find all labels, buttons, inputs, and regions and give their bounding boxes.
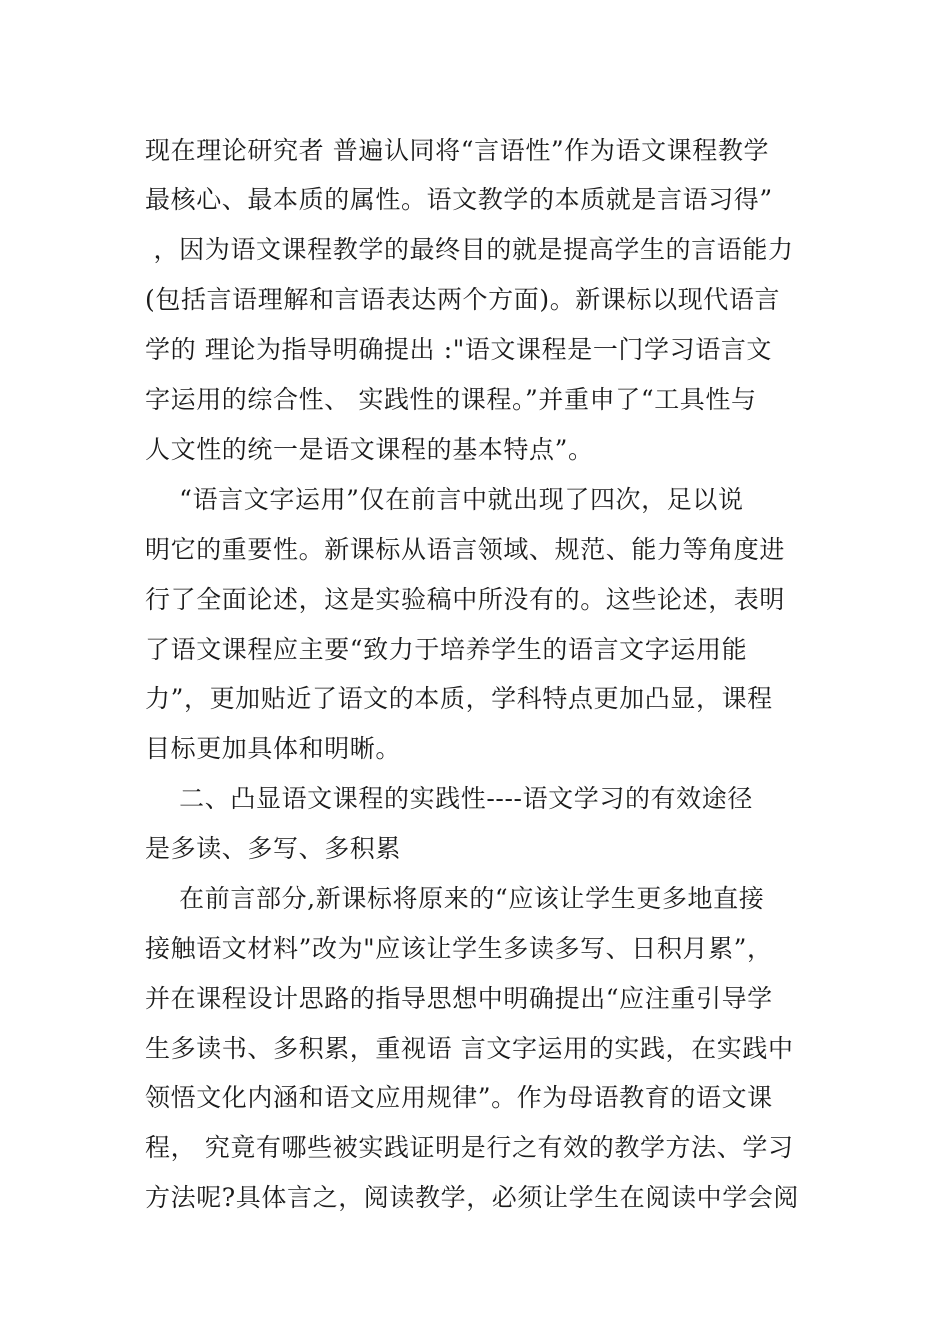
text-line: 程， 究竟有哪些被实践证明是行之有效的教学方法、学习 — [145, 1133, 794, 1162]
text-line: 生多读书、多积累，重视语 言文字运用的实践，在实践中 — [145, 1034, 794, 1063]
text-line: “语言文字运用”仅在前言中就出现了四次，足以说 — [145, 485, 744, 514]
text-line: 并在课程设计思路的指导思想中明确提出“应注重引导学 — [145, 984, 773, 1013]
text-line: 了语文课程应主要“致力于培养学生的语言文字运用能 — [145, 635, 748, 664]
text-line: 目标更加具体和明晰。 — [145, 734, 402, 763]
text-line: 是多读、多写、多积累 — [145, 834, 402, 863]
text-line: ，因为语文课程教学的最终目的就是提高学生的言语能力 — [145, 235, 794, 264]
text-line: 二、凸显语文课程的实践性----语文学习的有效途径 — [145, 784, 753, 813]
text-line: 学的 理论为指导明确提出 :"语文课程是一门学习语言文 — [145, 335, 773, 364]
text-line: 最核心、最本质的属性。语文教学的本质就是言语习得” — [145, 185, 773, 214]
text-line: 领悟文化内涵和语文应用规律”。作为母语教育的语文课 — [145, 1083, 773, 1112]
text-line: 在前言部分,新课标将原来的“应该让学生更多地直接 — [145, 884, 765, 913]
text-line: 字运用的综合性、 实践性的课程。”并重申了“工具性与 — [145, 385, 757, 414]
text-line: 方法呢?具体言之，阅读教学，必须让学生在阅读中学会阅 — [145, 1183, 800, 1212]
text-line: 明它的重要性。新课标从语言领域、规范、能力等角度进 — [145, 535, 786, 564]
text-line: 行了全面论述，这是实验稿中所没有的。这些论述，表明 — [145, 585, 786, 614]
text-line: 现在理论研究者 普遍认同将“言语性”作为语文课程教学 — [145, 136, 770, 165]
text-line: (包括言语理解和言语表达两个方面)。新课标以现代语言 — [145, 285, 781, 314]
text-line: 接触语文材料”改为"应该让学生多读多写、日积月累”， — [145, 934, 773, 963]
text-line: 人文性的统一是语文课程的基本特点”。 — [145, 435, 594, 464]
text-line: 力”，更加贴近了语文的本质，学科特点更加凸显，课程 — [145, 684, 773, 713]
